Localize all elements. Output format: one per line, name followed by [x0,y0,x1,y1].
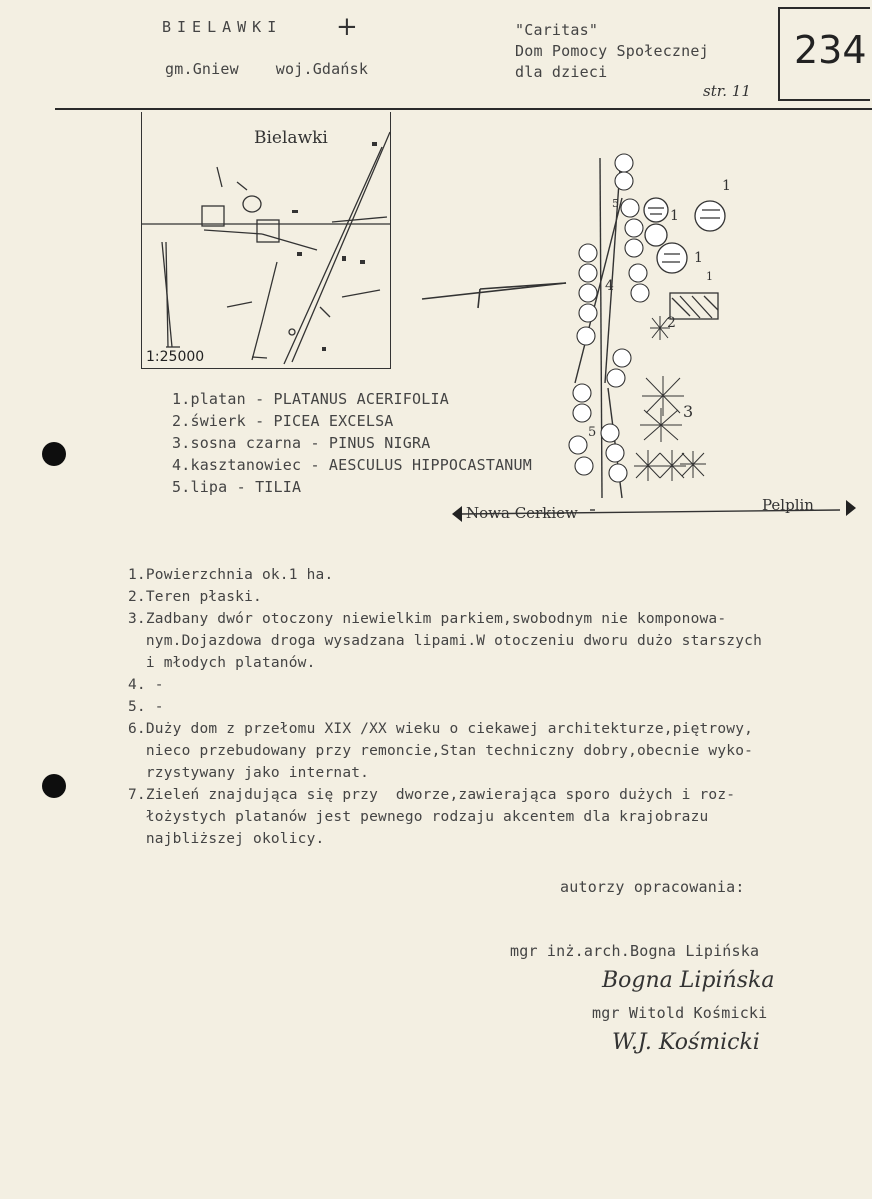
legend-item: 4.kasztanowiec - AESCULUS HIPPOCASTANUM [172,456,532,474]
tree-row-left [569,244,597,475]
park-sketch [560,148,760,503]
institution-line-2: Dom Pomocy Społecznej [515,42,709,60]
legend-item: 2.świerk - PICEA EXCELSA [172,412,394,430]
platan-trees [644,198,725,273]
description-line: 6.Duży dom z przełomu XIX /XX wieku o ciekawej architekturze,piętrowy, [128,721,754,737]
description-line: nieco przebudowany przy remoncie,Stan techniczny dobry,obecnie wyko- [128,743,754,759]
tree-row-right [601,154,649,482]
legend-item: 5.lipa - TILIA [172,478,302,496]
description-line: 1.Powierzchnia ok.1 ha. [128,567,334,583]
description-line: 4. - [128,677,164,693]
header-rule [55,108,872,110]
map-inset [141,112,391,369]
description-line: i młodych platanów. [128,655,316,671]
author-1-signature: Bogna Lipińska [602,968,775,993]
legend-item: 1.platan - PLATANUS ACERIFOLIA [172,390,449,408]
description-line: najbliższej okolicy. [128,831,325,847]
description-line: 5. - [128,699,164,715]
description-line: 2.Teren płaski. [128,589,262,605]
tree-number-1a: 1 [722,178,731,194]
north-arrow [420,275,570,315]
punch-hole-bottom [42,774,66,798]
species-legend [172,388,532,498]
tree-number-3: 3 [683,402,694,421]
legend-item: 3.sosna czarna - PINUS NIGRA [172,434,431,452]
village-name: BIELAWKI [162,18,283,36]
author-1-name: mgr inż.arch.Bogna Lipińska [510,942,760,960]
map-scale: 1:25000 [146,349,205,365]
tree-number-4: 4 [605,278,614,294]
description-line: 7.Zieleń znajdująca się przy dworze,zawierająca sporo dużych i roz- [128,787,736,803]
description-line: rzystywany jako internat. [128,765,370,781]
author-2-name: mgr Witold Kośmicki [592,1004,768,1022]
description-list [128,564,762,850]
card-number: 234 [794,28,867,72]
institution-block [515,20,709,83]
description-line: nym.Dojazdowa droga wysadzana lipami.W otoczeniu dworu dużo starszych [128,633,763,649]
punch-hole-top [42,442,66,466]
tree-number-5b: 5 [588,425,597,440]
tree-number-1c: 1 [694,250,703,266]
author-2-signature: W.J. Kośmicki [612,1030,760,1055]
description-line: 3.Zadbany dwór otoczony niewielkim parkiem,swobodnym nie komponowa- [128,611,727,627]
map-drawing [142,112,392,370]
road-label-right: Pelplin [762,496,814,514]
institution-line-1: "Caritas" [515,21,599,39]
road-label-left: Nowa Cerkiew [466,504,578,522]
tree-number-2: 2 [667,315,676,331]
cross-mark: + [336,12,358,42]
tree-number-5a: 5 [612,197,619,210]
tree-number-1d: 1 [706,270,713,283]
tree-number-1b: 1 [670,208,679,224]
description-line: łożystych platanów jest pewnego rodzaju akcentem dla krajobrazu [128,809,709,825]
authors-heading: autorzy opracowania: [560,878,745,896]
location-line: gm.Gniew woj.Gdańsk [165,60,369,78]
map-title: Bielawki [254,128,328,148]
conifer-trees [634,316,706,481]
house [670,293,718,319]
institution-line-3: dla dzieci [515,63,608,81]
page-note: str. 11 [703,82,751,100]
